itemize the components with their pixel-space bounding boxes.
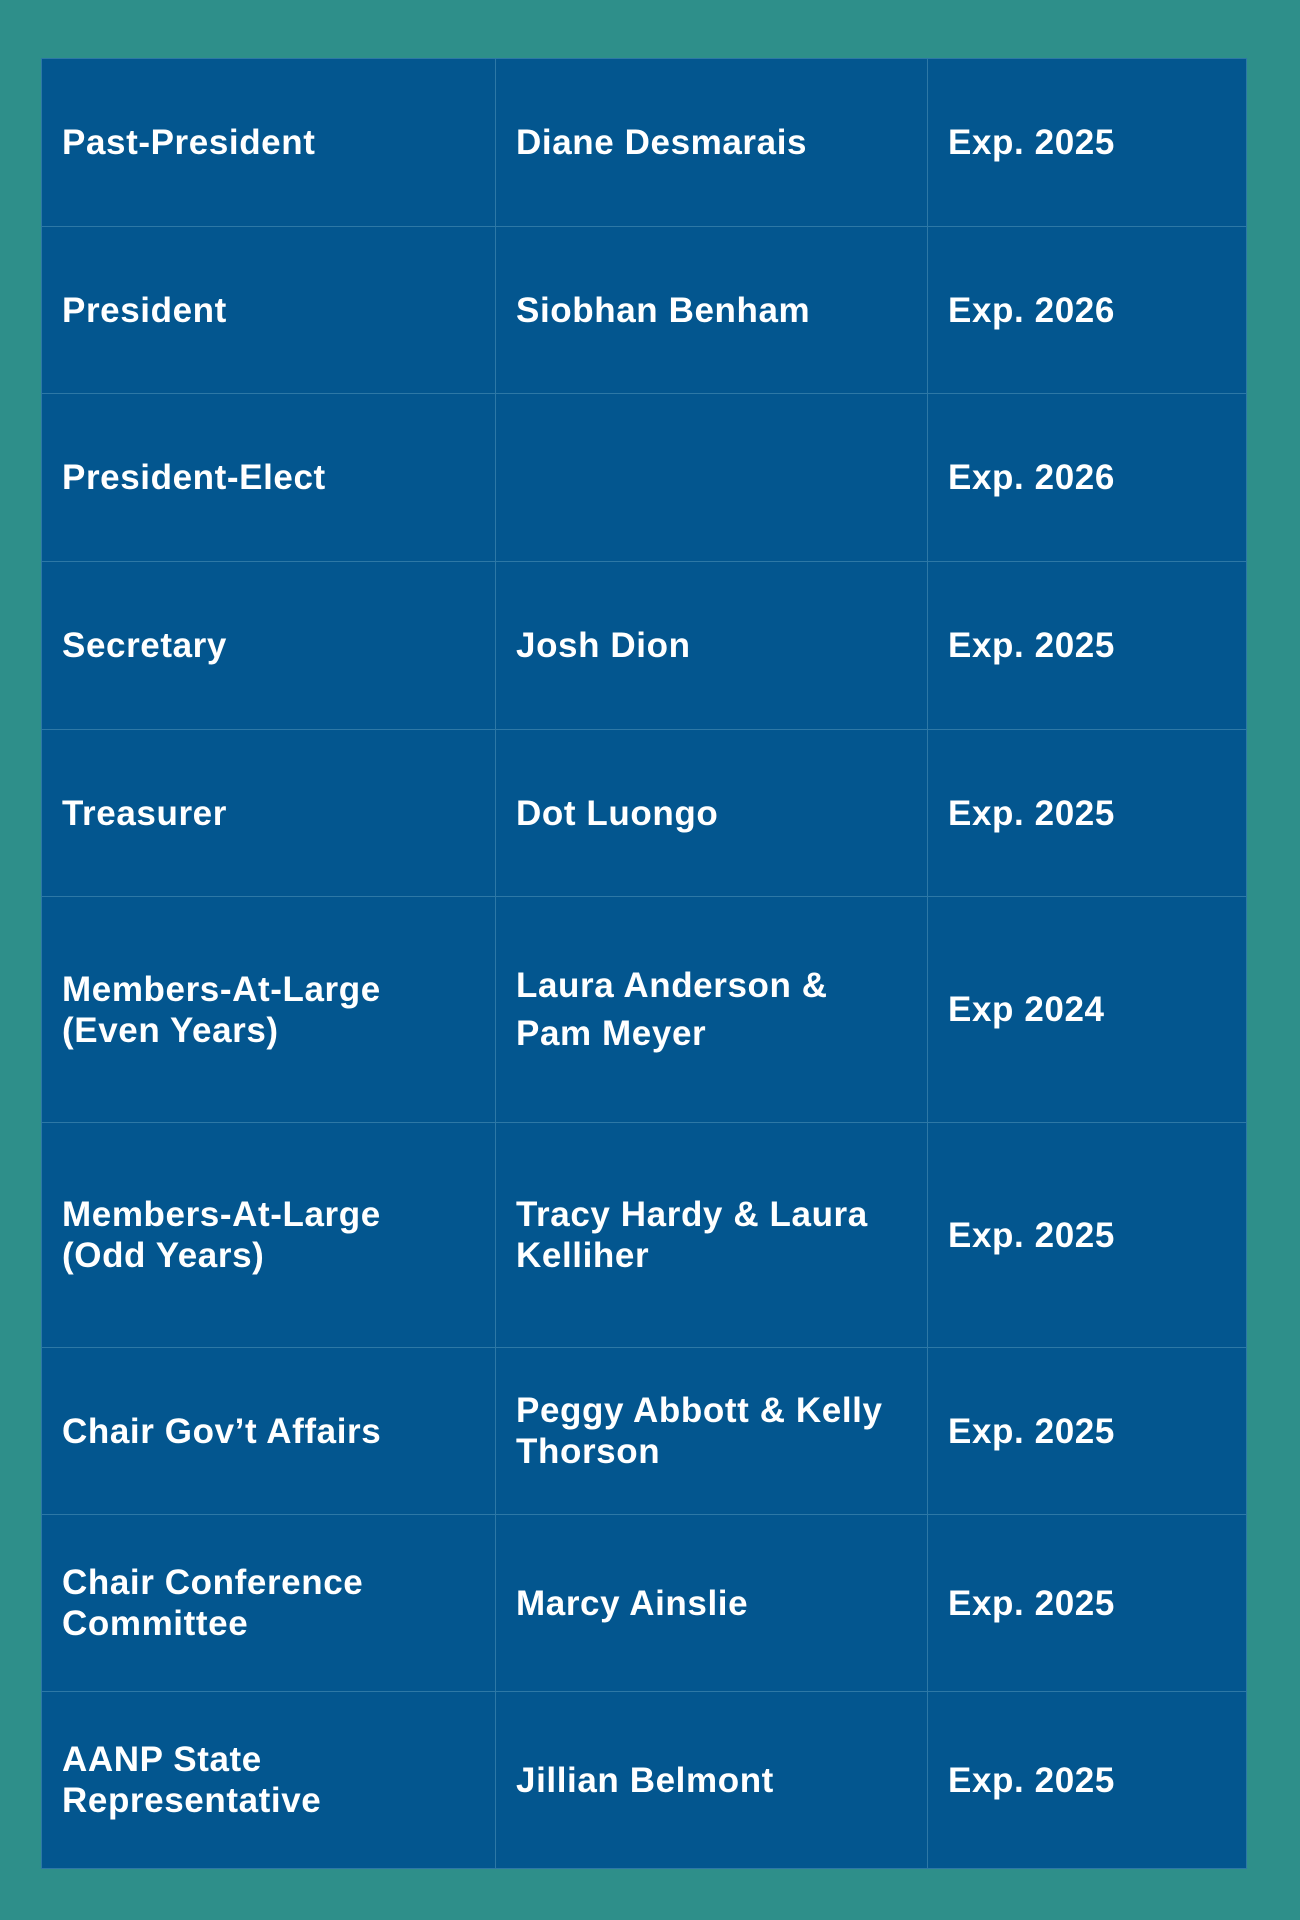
role-cell: Secretary xyxy=(42,562,496,730)
board-row xyxy=(42,394,1247,562)
member-name-cell: Diane Desmarais xyxy=(496,59,928,227)
term-expiration-cell: Exp. 2025 xyxy=(928,562,1247,730)
board-row xyxy=(42,1515,1247,1692)
role-cell: President-Elect xyxy=(42,394,496,562)
role-cell: President xyxy=(42,227,496,394)
term-expiration-cell: Exp 2024 xyxy=(928,897,1247,1123)
term-expiration-cell: Exp. 2025 xyxy=(928,1692,1247,1869)
term-expiration-cell: Exp. 2025 xyxy=(928,730,1247,897)
role-cell: Members-At-Large (Even Years) xyxy=(42,897,496,1123)
member-name-cell: Dot Luongo xyxy=(496,730,928,897)
member-name-cell xyxy=(496,394,928,562)
term-expiration-cell: Exp. 2025 xyxy=(928,59,1247,227)
role-cell: Chair Conference Committee xyxy=(42,1515,496,1692)
member-name-cell: Josh Dion xyxy=(496,562,928,730)
board-row xyxy=(42,562,1247,730)
board-members-table xyxy=(41,58,1247,1869)
board-row xyxy=(42,227,1247,394)
board-row xyxy=(42,1348,1247,1515)
term-expiration-cell: Exp. 2026 xyxy=(928,394,1247,562)
role-cell: Past-President xyxy=(42,59,496,227)
board-row xyxy=(42,730,1247,897)
term-expiration-cell: Exp. 2025 xyxy=(928,1515,1247,1692)
term-expiration-cell: Exp. 2026 xyxy=(928,227,1247,394)
board-row xyxy=(42,1123,1247,1348)
role-cell: Treasurer xyxy=(42,730,496,897)
member-name-cell: Laura Anderson & Pam Meyer xyxy=(496,897,928,1123)
term-expiration-cell: Exp. 2025 xyxy=(928,1123,1247,1348)
member-name-cell: Siobhan Benham xyxy=(496,227,928,394)
term-expiration-cell: Exp. 2025 xyxy=(928,1348,1247,1515)
member-name-cell: Marcy Ainslie xyxy=(496,1515,928,1692)
member-name-cell: Peggy Abbott & Kelly Thorson xyxy=(496,1348,928,1515)
board-row xyxy=(42,1692,1247,1869)
board-row xyxy=(42,897,1247,1123)
role-cell: AANP State Representative xyxy=(42,1692,496,1869)
member-name-cell: Tracy Hardy & Laura Kelliher xyxy=(496,1123,928,1348)
role-cell: Members-At-Large (Odd Years) xyxy=(42,1123,496,1348)
role-cell: Chair Gov’t Affairs xyxy=(42,1348,496,1515)
member-name-cell: Jillian Belmont xyxy=(496,1692,928,1869)
board-row xyxy=(42,59,1247,227)
